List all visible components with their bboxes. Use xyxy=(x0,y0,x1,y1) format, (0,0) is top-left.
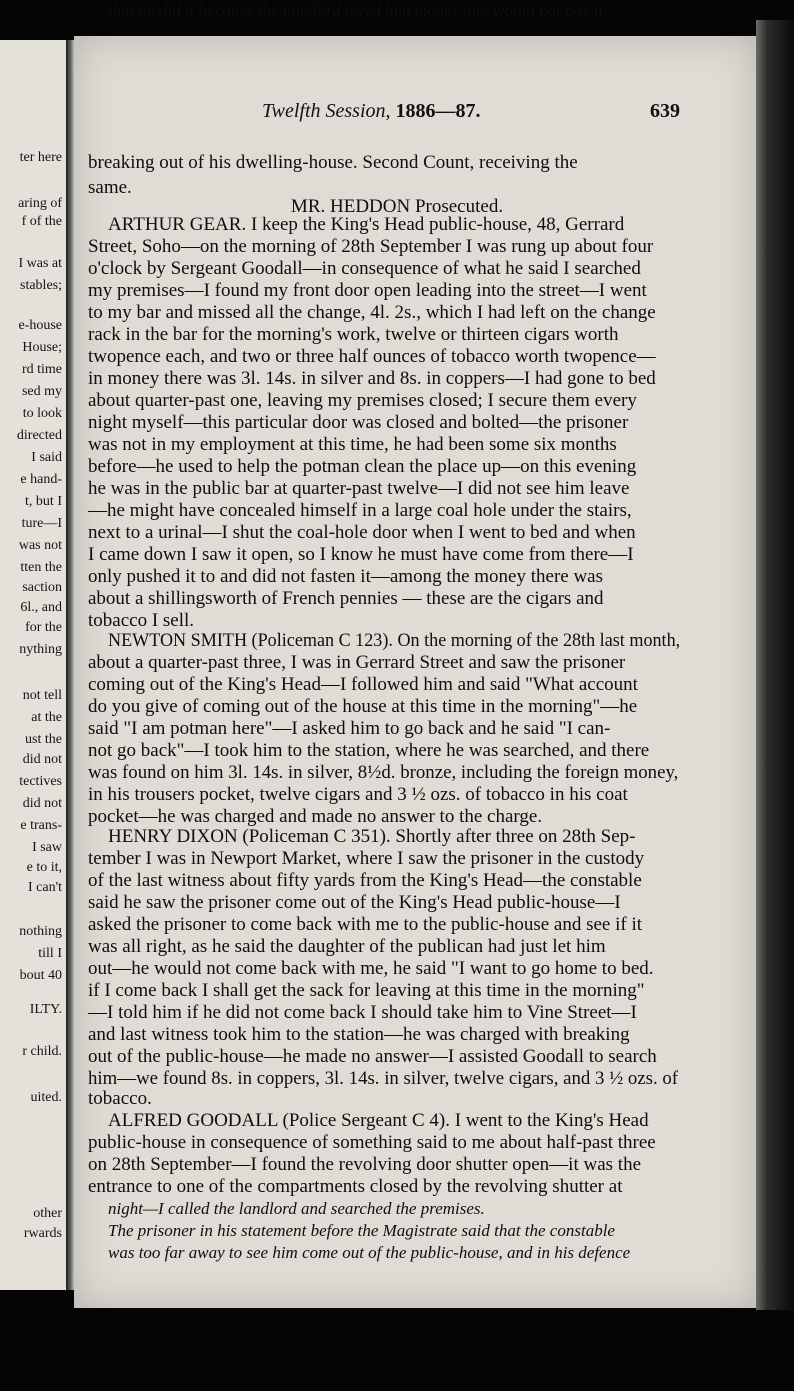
text-line: tember I was in Newport Market, where I saw the prisoner in the custody xyxy=(88,848,645,869)
margin-fragment: r child. xyxy=(22,1044,62,1059)
text-line: if I come back I shall get the sack for leaving at this time in the morning" xyxy=(88,980,645,1001)
text-line: do you give of coming out of the house at this time in the morning"—he xyxy=(88,696,638,717)
book-gutter xyxy=(66,40,74,1290)
text-line: twopence each, and two or three half ounces of tobacco worth twopence— xyxy=(88,346,656,367)
text-line: coming out of the King's Head—I followed him and said "What account xyxy=(88,674,638,695)
text-line: was all right, as he said the daughter of the publican had just let him xyxy=(88,936,606,957)
text-line: same. xyxy=(88,177,132,198)
facing-page xyxy=(0,40,69,1290)
margin-fragment: nything xyxy=(19,642,62,657)
text-line: pocket—he was charged and made no answer to the charge. xyxy=(88,806,543,827)
text-line: only pushed it to and did not fasten it—among the money there was xyxy=(88,566,604,587)
running-header xyxy=(74,100,756,130)
text-line: —he might have concealed himself in a large coal hole under the stairs, xyxy=(88,500,632,521)
margin-fragment: nothing xyxy=(19,924,62,939)
margin-fragment: saction xyxy=(22,580,62,595)
margin-fragment: for the xyxy=(25,620,62,635)
margin-fragment: t, but I xyxy=(25,494,62,509)
margin-fragment: to look xyxy=(22,406,62,421)
text-line: ARTHUR GEAR. I keep the King's Head public-house, 48, Gerrard xyxy=(108,214,625,235)
margin-fragment: till I xyxy=(38,946,62,961)
margin-fragment: I saw xyxy=(32,840,62,855)
page-number: 639 xyxy=(650,100,680,122)
margin-fragment: I was at xyxy=(18,256,62,271)
margin-fragment: e-house xyxy=(18,318,62,333)
text-line: was found on him 3l. 14s. in silver, 8½d. bronze, including the foreign money, xyxy=(88,762,679,783)
text-line: on 28th September—I found the revolving door shutter open—it was the xyxy=(88,1154,642,1175)
text-line: about a shillingsworth of French pennies — these are the cigars and xyxy=(88,588,604,609)
text-line: in money there was 3l. 14s. in silver and 8s. in coppers—I had gone to bed xyxy=(88,368,656,389)
session-title: Twelfth Session, 1886—87. xyxy=(262,100,481,122)
text-line: public-house in consequence of something said to me about half-past three xyxy=(88,1132,656,1153)
text-line: not go back"—I took him to the station, where he was searched, and there xyxy=(88,740,650,761)
margin-fragment: ILTY. xyxy=(29,1002,62,1017)
margin-fragment: tectives xyxy=(19,774,62,789)
page-edge xyxy=(756,20,794,1350)
text-line: about a quarter-past three, I was in Gerrard Street and saw the prisoner xyxy=(88,652,626,673)
text-line: entrance to one of the compartments closed by the revolving shutter at xyxy=(88,1176,623,1197)
text-line: my premises—I found my front door open leading into the street—I went xyxy=(88,280,647,301)
margin-fragment: I can't xyxy=(27,880,62,895)
text-line: that he did it because the landlord owed him money and would not pay it. xyxy=(108,1,608,20)
margin-fragment: other xyxy=(33,1206,62,1221)
text-line: o'clock by Sergeant Goodall—in consequence of what he said I searched xyxy=(88,258,641,279)
text-line: out of the public-house—he made no answer—I assisted Goodall to search xyxy=(88,1046,657,1067)
text-line: was not in my employment at this time, he had been some six months xyxy=(88,434,617,455)
text-line: was too far away to see him come out of the public-house, and in his defence xyxy=(108,1243,631,1262)
text-line: breaking out of his dwelling-house. Second Count, receiving the xyxy=(88,152,578,173)
margin-fragment: directed xyxy=(16,428,62,443)
text-line: he was in the public bar at quarter-past twelve—I did not see him leave xyxy=(88,478,630,499)
margin-fragment: e to it, xyxy=(26,860,62,875)
margin-fragment: ter here xyxy=(19,150,62,165)
text-line: of the last witness about fifty yards from the King's Head—the constable xyxy=(88,870,642,891)
margin-fragment: stables; xyxy=(20,278,62,293)
margin-fragment: rd time xyxy=(21,362,62,377)
text-line: tobacco. xyxy=(88,1088,152,1109)
text-line: tobacco I sell. xyxy=(88,610,195,631)
text-line: night—I called the landlord and searched the premises. xyxy=(108,1199,485,1218)
margin-fragment: tten the xyxy=(20,560,62,575)
text-line: HENRY DIXON (Policeman C 351). Shortly after three on 28th Sep- xyxy=(108,826,636,847)
text-line: before—he used to help the potman clean the place up—on this evening xyxy=(88,456,637,477)
margin-fragment: sed my xyxy=(21,384,62,399)
text-line: rack in the bar for the morning's work, twelve or thirteen cigars worth xyxy=(88,324,619,345)
text-line: MR. HEDDON Prosecuted. xyxy=(290,196,504,217)
text-line: in his trousers pocket, twelve cigars and 3 ½ ozs. of tobacco in his coat xyxy=(88,784,628,805)
text-line: NEWTON SMITH (Policeman C 123). On the morning of the 28th last month, xyxy=(108,630,681,651)
text-line: him—we found 8s. in coppers, 3l. 14s. in silver, twelve cigars, and 3 ½ ozs. of xyxy=(88,1068,679,1089)
margin-fragment: uited. xyxy=(30,1090,62,1105)
text-line: I came down I saw it open, so I know he must have come from there—I xyxy=(88,544,634,565)
text-line: said "I am potman here"—I asked him to go back and he said "I can- xyxy=(88,718,611,739)
text-line: The prisoner in his statement before the Magistrate said that the constable xyxy=(108,1221,615,1240)
margin-fragment: e hand- xyxy=(20,472,62,487)
text-line: out—he would not come back with me, he said "I want to go home to bed. xyxy=(88,958,654,979)
margin-fragment: bout 40 xyxy=(19,968,62,983)
margin-fragment: ust the xyxy=(25,732,62,747)
text-line: and last witness took him to the station—he was charged with breaking xyxy=(88,1024,630,1045)
margin-fragment: 6l., and xyxy=(20,600,62,615)
text-line: said he saw the prisoner come out of the King's Head public-house—I xyxy=(88,892,621,913)
background xyxy=(0,1310,794,1391)
margin-fragment: House; xyxy=(22,340,62,355)
text-line: next to a urinal—I shut the coal-hole door when I went to bed and when xyxy=(88,522,636,543)
margin-fragment: I said xyxy=(31,450,62,465)
text-line: to my bar and missed all the change, 4l. 2s., which I had left on the change xyxy=(88,302,656,323)
text-line: night myself—this particular door was closed and bolted—the prisoner xyxy=(88,412,629,433)
margin-fragment: e trans- xyxy=(20,818,62,833)
margin-fragment: ture—I xyxy=(21,516,62,531)
margin-fragment: not tell xyxy=(22,688,62,703)
margin-fragment: did not xyxy=(22,796,62,811)
margin-fragment: was not xyxy=(18,538,62,553)
text-line: ALFRED GOODALL (Police Sergeant C 4). I went to the King's Head xyxy=(108,1110,649,1131)
text-line: about quarter-past one, leaving my premises closed; I secure them every xyxy=(88,390,637,411)
margin-fragment: f of the xyxy=(21,214,62,229)
margin-fragment: rwards xyxy=(23,1226,62,1241)
margin-fragment: did not xyxy=(22,752,62,767)
text-line: —I told him if he did not come back I should take him to Vine Street—I xyxy=(88,1002,637,1023)
text-line: Street, Soho—on the morning of 28th September I was rung up about four xyxy=(88,236,654,257)
margin-fragment: at the xyxy=(31,710,62,725)
text-line: asked the prisoner to come back with me to the public-house and see if it xyxy=(88,914,643,935)
margin-fragment: aring of xyxy=(18,196,62,211)
